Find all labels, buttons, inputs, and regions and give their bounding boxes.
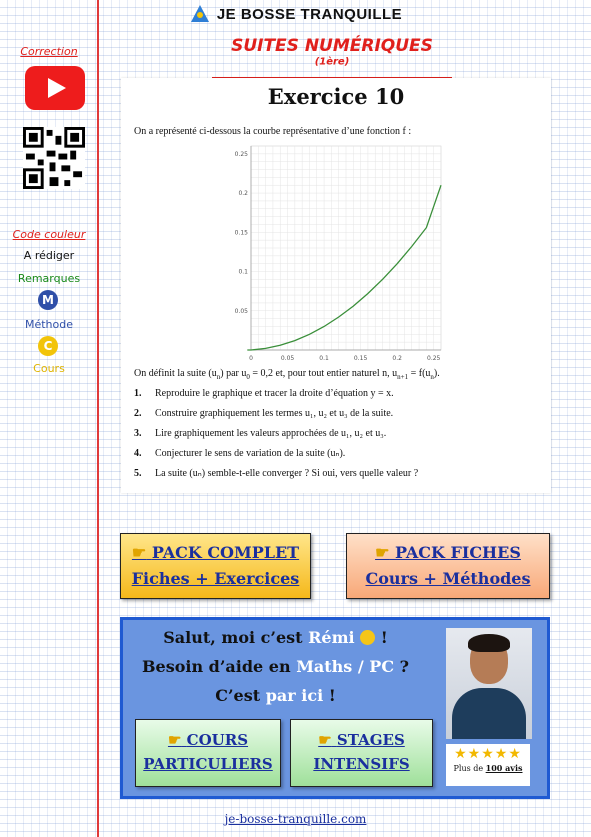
x-tick-label: 0.1 xyxy=(319,355,329,362)
rediger-label: A rédiger xyxy=(23,249,75,262)
question-item xyxy=(134,428,418,448)
brand[interactable] xyxy=(189,4,402,24)
star-rating-icon: ★★★★★ xyxy=(454,747,522,762)
question-number: 2. xyxy=(134,408,142,419)
tutor-photo-body xyxy=(452,688,526,739)
pack-fiches-line1: PACK FICHES xyxy=(394,543,521,562)
promo-text: ? xyxy=(394,657,409,676)
pointing-hand-icon: ☛ xyxy=(375,543,390,562)
brand-logo-icon xyxy=(189,4,211,24)
brand-name: JE BOSSE TRANQUILLE xyxy=(216,5,403,23)
methode-label: Méthode xyxy=(24,318,74,331)
site-header xyxy=(0,4,591,29)
stages-line1: STAGES xyxy=(336,731,405,749)
pointing-hand-icon: ☛ xyxy=(131,543,147,562)
promo-text: Besoin d’aide en xyxy=(142,657,297,676)
tutor-name: Rémi xyxy=(308,628,355,647)
youtube-icon[interactable] xyxy=(25,66,85,110)
y-tick-label: 0.1 xyxy=(238,268,248,276)
tutor-photo xyxy=(446,628,532,739)
pack-complet-line2: Fiches + Exercices xyxy=(131,569,300,588)
margin-line xyxy=(97,0,99,837)
question-number: 1. xyxy=(134,388,142,399)
promo-text: C’est xyxy=(215,686,266,705)
question-text: Conjecturer le sens de variation de la suite (uₙ). xyxy=(155,448,346,459)
reviews-count xyxy=(446,763,530,773)
code-couleur-label: Code couleur xyxy=(12,228,86,241)
question-text: Lire graphiquement les valeurs approchées de u₁, u₂ et u₃. xyxy=(155,428,387,439)
page-title-text: SUITES NUMÉRIQUES xyxy=(231,36,433,56)
cours-label: Cours xyxy=(33,362,65,375)
function-graph xyxy=(221,142,451,364)
question-list xyxy=(134,388,418,488)
page-title-level: (1ère) xyxy=(314,56,350,68)
pointing-hand-icon: ☛ xyxy=(318,731,332,749)
y-tick-label: 0.15 xyxy=(234,229,248,237)
promo-text: Salut, moi c’est xyxy=(163,628,309,647)
x-tick-label: 0 xyxy=(249,355,253,362)
question-text: Reproduire le graphique et tracer la droite d’équation y = x. xyxy=(155,388,394,399)
qr-code-icon[interactable] xyxy=(23,127,85,189)
tutor-photo-hair xyxy=(468,634,510,652)
promo-cta xyxy=(123,686,428,705)
reviews-link[interactable]: 100 avis xyxy=(485,763,523,773)
par-ici-link[interactable]: par ici xyxy=(265,686,324,705)
pack-complet-button[interactable] xyxy=(120,533,311,599)
question-item xyxy=(134,468,418,488)
subject-maths: Maths xyxy=(296,657,353,676)
rating-box[interactable] xyxy=(446,744,530,786)
question-text: Construire graphiquement les termes u₁, u₂ et u₃ de la suite. xyxy=(155,408,394,419)
question-number: 3. xyxy=(134,428,142,439)
pack-fiches-button[interactable] xyxy=(346,533,550,599)
page-title xyxy=(212,36,452,78)
x-tick-label: 0.2 xyxy=(392,355,402,362)
pack-fiches-line2: Cours + Méthodes xyxy=(365,569,531,588)
question-item xyxy=(134,448,418,468)
tutor-promo-box xyxy=(120,617,550,799)
exercise-title: Exercice 10 xyxy=(267,84,405,109)
pack-complet-line1: PACK COMPLET xyxy=(151,543,300,562)
x-tick-label: 0.25 xyxy=(427,355,441,362)
y-tick-label: 0.25 xyxy=(234,150,248,158)
methode-badge-icon: M xyxy=(38,290,58,310)
cours-line1: COURS xyxy=(186,731,249,749)
remarques-label: Remarques xyxy=(17,272,81,285)
cours-line2: PARTICULIERS xyxy=(143,755,273,773)
exercise-intro: On a représenté ci-dessous la courbe représentative d’une fonction f : xyxy=(134,126,412,137)
sequence-definition: On définit la suite $(u_n)$ par $u_0 = 0,2$ et, pour tout entier naturel n, $u_{n+1} = f(u_n)$. xyxy=(134,368,440,381)
question-number: 4. xyxy=(134,448,142,459)
smiley-icon xyxy=(360,630,375,645)
stages-intensifs-button[interactable] xyxy=(290,719,433,787)
promo-greeting xyxy=(123,628,428,647)
question-number: 5. xyxy=(134,468,142,479)
correction-label: Correction xyxy=(20,45,78,58)
exercise-card xyxy=(121,78,551,493)
cours-particuliers-button[interactable] xyxy=(135,719,281,787)
y-tick-label: 0.2 xyxy=(238,190,248,198)
question-item xyxy=(134,388,418,408)
website-link[interactable]: je-bosse-tranquille.com xyxy=(224,812,367,826)
x-tick-label: 0.15 xyxy=(353,355,368,362)
subject-separator: / xyxy=(352,657,370,676)
promo-question xyxy=(123,657,428,676)
subject-pc: PC xyxy=(369,657,395,676)
pointing-hand-icon: ☛ xyxy=(167,731,182,749)
reviews-prefix: Plus de xyxy=(453,764,486,773)
promo-text: ! xyxy=(323,686,336,705)
promo-text: ! xyxy=(375,628,388,647)
stages-line2: INTENSIFS xyxy=(313,755,410,773)
question-item xyxy=(134,408,418,428)
cours-badge-icon: C xyxy=(38,336,58,356)
y-tick-label: 0.05 xyxy=(234,307,248,315)
question-text: La suite (uₙ) semble-t-elle converger ? Si oui, vers quelle valeur ? xyxy=(155,468,419,479)
x-tick-label: 0.05 xyxy=(280,355,295,362)
